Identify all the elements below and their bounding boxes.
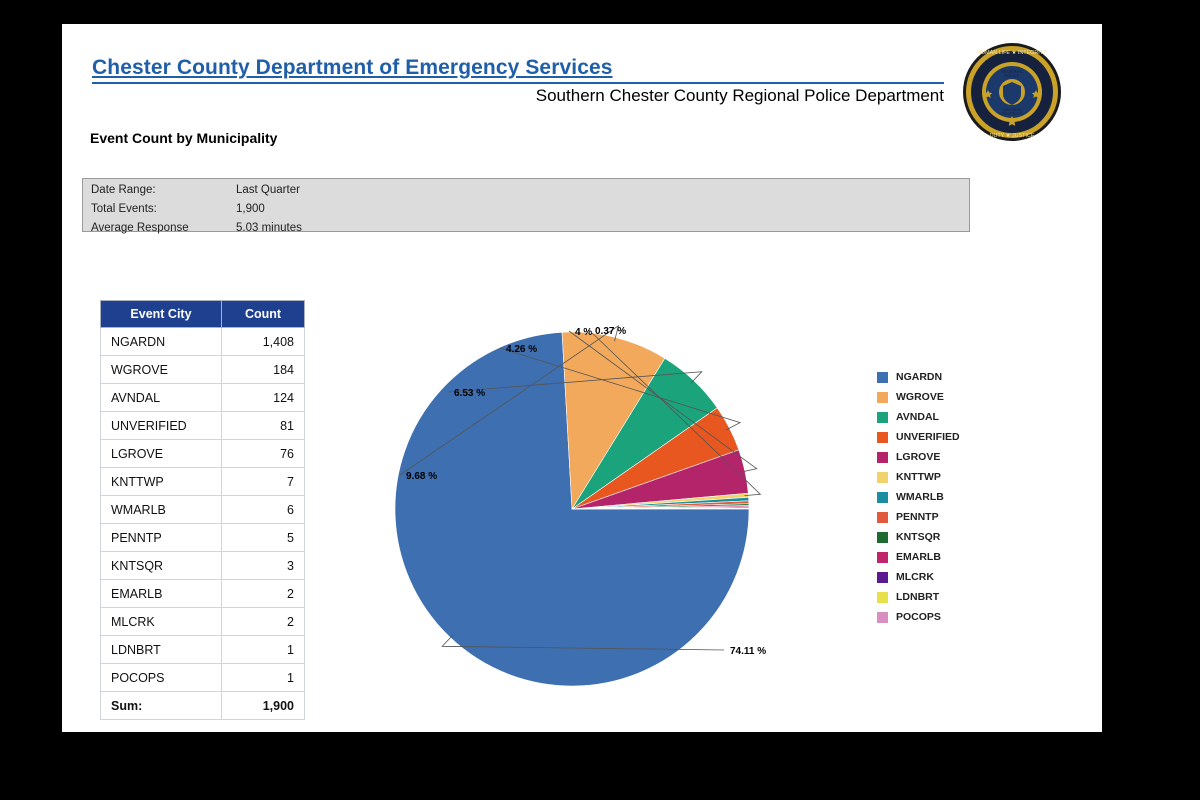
cell-count: 6 <box>222 496 305 524</box>
summary-box <box>82 178 970 232</box>
report-sheet <box>62 24 1102 732</box>
cell-event-city: PENNTP <box>101 524 222 552</box>
legend-label: WGROVE <box>896 391 944 403</box>
cell-event-city: KNTTWP <box>101 468 222 496</box>
legend-swatch <box>877 432 888 443</box>
legend-item <box>877 407 1027 427</box>
svg-text:DUTY ★ JUSTICE: DUTY ★ JUSTICE <box>989 133 1035 139</box>
legend-item <box>877 547 1027 567</box>
department-subtitle: Southern Chester County Regional Police Department <box>535 86 944 105</box>
legend-label: UNVERIFIED <box>896 431 960 443</box>
cell-count: 5 <box>222 524 305 552</box>
table-row <box>101 524 305 552</box>
column-header-count: Count <box>222 301 305 328</box>
table-row <box>101 552 305 580</box>
summary-value: Last Quarter <box>236 184 300 196</box>
event-count-table <box>100 300 305 720</box>
table-header-row <box>101 301 305 328</box>
legend-item <box>877 367 1027 387</box>
pie-slice-percent-label: 6.53 % <box>454 388 486 399</box>
cell-count: 1 <box>222 664 305 692</box>
legend-item <box>877 607 1027 627</box>
legend-label: KNTTWP <box>896 471 941 483</box>
svg-text:SOUTHERN: SOUTHERN <box>1002 108 1022 112</box>
legend-swatch <box>877 572 888 583</box>
legend-swatch <box>877 452 888 463</box>
table-row <box>101 440 305 468</box>
summary-value: 5.03 minutes <box>236 222 302 234</box>
table-row <box>101 580 305 608</box>
legend-swatch <box>877 532 888 543</box>
legend-swatch <box>877 472 888 483</box>
cell-count: 1 <box>222 636 305 664</box>
cell-count: 7 <box>222 468 305 496</box>
svg-text:HUMAN LIFE ★ INTEGRITY: HUMAN LIFE ★ INTEGRITY <box>977 50 1047 56</box>
cell-event-city: WMARLB <box>101 496 222 524</box>
summary-value: 1,900 <box>236 203 265 215</box>
legend-label: MLCRK <box>896 571 934 583</box>
legend-label: NGARDN <box>896 371 943 383</box>
cell-event-city: LDNBRT <box>101 636 222 664</box>
svg-text:POLICE: POLICE <box>1004 73 1020 79</box>
police-seal-icon <box>962 42 1062 142</box>
legend-label: POCOPS <box>896 611 941 623</box>
cell-event-city: EMARLB <box>101 580 222 608</box>
pie-slice-percent-label: 0.37 % <box>595 326 627 337</box>
svg-text:CHESTER CO.: CHESTER CO. <box>1000 112 1024 116</box>
cell-event-city: LGROVE <box>101 440 222 468</box>
cell-event-city: AVNDAL <box>101 384 222 412</box>
legend-item <box>877 567 1027 587</box>
legend-swatch <box>877 492 888 503</box>
cell-event-city: KNTSQR <box>101 552 222 580</box>
cell-count: 3 <box>222 552 305 580</box>
cell-count: 81 <box>222 412 305 440</box>
legend-swatch <box>877 372 888 383</box>
legend-item <box>877 527 1027 547</box>
table-row <box>101 384 305 412</box>
cell-count: 1,408 <box>222 328 305 356</box>
legend-item <box>877 467 1027 487</box>
table-row <box>101 636 305 664</box>
table-row <box>101 496 305 524</box>
pie-chart <box>392 304 822 714</box>
legend-swatch <box>877 612 888 623</box>
legend-item <box>877 587 1027 607</box>
legend-label: LGROVE <box>896 451 941 463</box>
table-sum-row <box>101 692 305 720</box>
legend-item <box>877 387 1027 407</box>
legend-label: LDNBRT <box>896 591 940 603</box>
summary-label: Average Response <box>91 222 189 234</box>
legend-swatch <box>877 512 888 523</box>
legend-item <box>877 427 1027 447</box>
cell-count: 124 <box>222 384 305 412</box>
pie-slice-percent-label: 74.11 % <box>730 646 767 657</box>
page-title: Chester County Department of Emergency Services <box>92 56 613 79</box>
pie-slice-percent-label: 4 % <box>575 327 593 338</box>
legend-item <box>877 447 1027 467</box>
cell-count: 2 <box>222 580 305 608</box>
svg-text:REGIONAL: REGIONAL <box>1001 69 1023 74</box>
legend-swatch <box>877 392 888 403</box>
legend-label: WMARLB <box>896 491 944 503</box>
cell-count: 2 <box>222 608 305 636</box>
cell-event-city: WGROVE <box>101 356 222 384</box>
cell-event-city: UNVERIFIED <box>101 412 222 440</box>
legend-label: KNTSQR <box>896 531 941 543</box>
cell-event-city: POCOPS <box>101 664 222 692</box>
legend-item <box>877 487 1027 507</box>
legend-label: PENNTP <box>896 511 939 523</box>
report-name: Event Count by Municipality <box>90 130 278 146</box>
summary-label: Total Events: <box>91 203 157 215</box>
cell-event-city: NGARDN <box>101 328 222 356</box>
cell-count: 184 <box>222 356 305 384</box>
legend-label: AVNDAL <box>896 411 939 423</box>
table-row <box>101 356 305 384</box>
pie-slice-percent-label: 9.68 % <box>406 471 438 482</box>
cell-count: 76 <box>222 440 305 468</box>
legend-swatch <box>877 592 888 603</box>
legend-swatch <box>877 552 888 563</box>
legend-item <box>877 507 1027 527</box>
pie-slice-percent-label: 4.26 % <box>506 344 538 355</box>
table-row <box>101 412 305 440</box>
cell-event-city: MLCRK <box>101 608 222 636</box>
table-row <box>101 608 305 636</box>
table-row <box>101 664 305 692</box>
legend-label: EMARLB <box>896 551 941 563</box>
table-row <box>101 328 305 356</box>
cell-sum-label: Sum: <box>101 692 222 720</box>
cell-sum-value: 1,900 <box>222 692 305 720</box>
summary-label: Date Range: <box>91 184 156 196</box>
chart-legend <box>877 367 1027 627</box>
header-divider <box>92 82 944 84</box>
column-header-event-city: Event City <box>101 301 222 328</box>
legend-swatch <box>877 412 888 423</box>
table-row <box>101 468 305 496</box>
